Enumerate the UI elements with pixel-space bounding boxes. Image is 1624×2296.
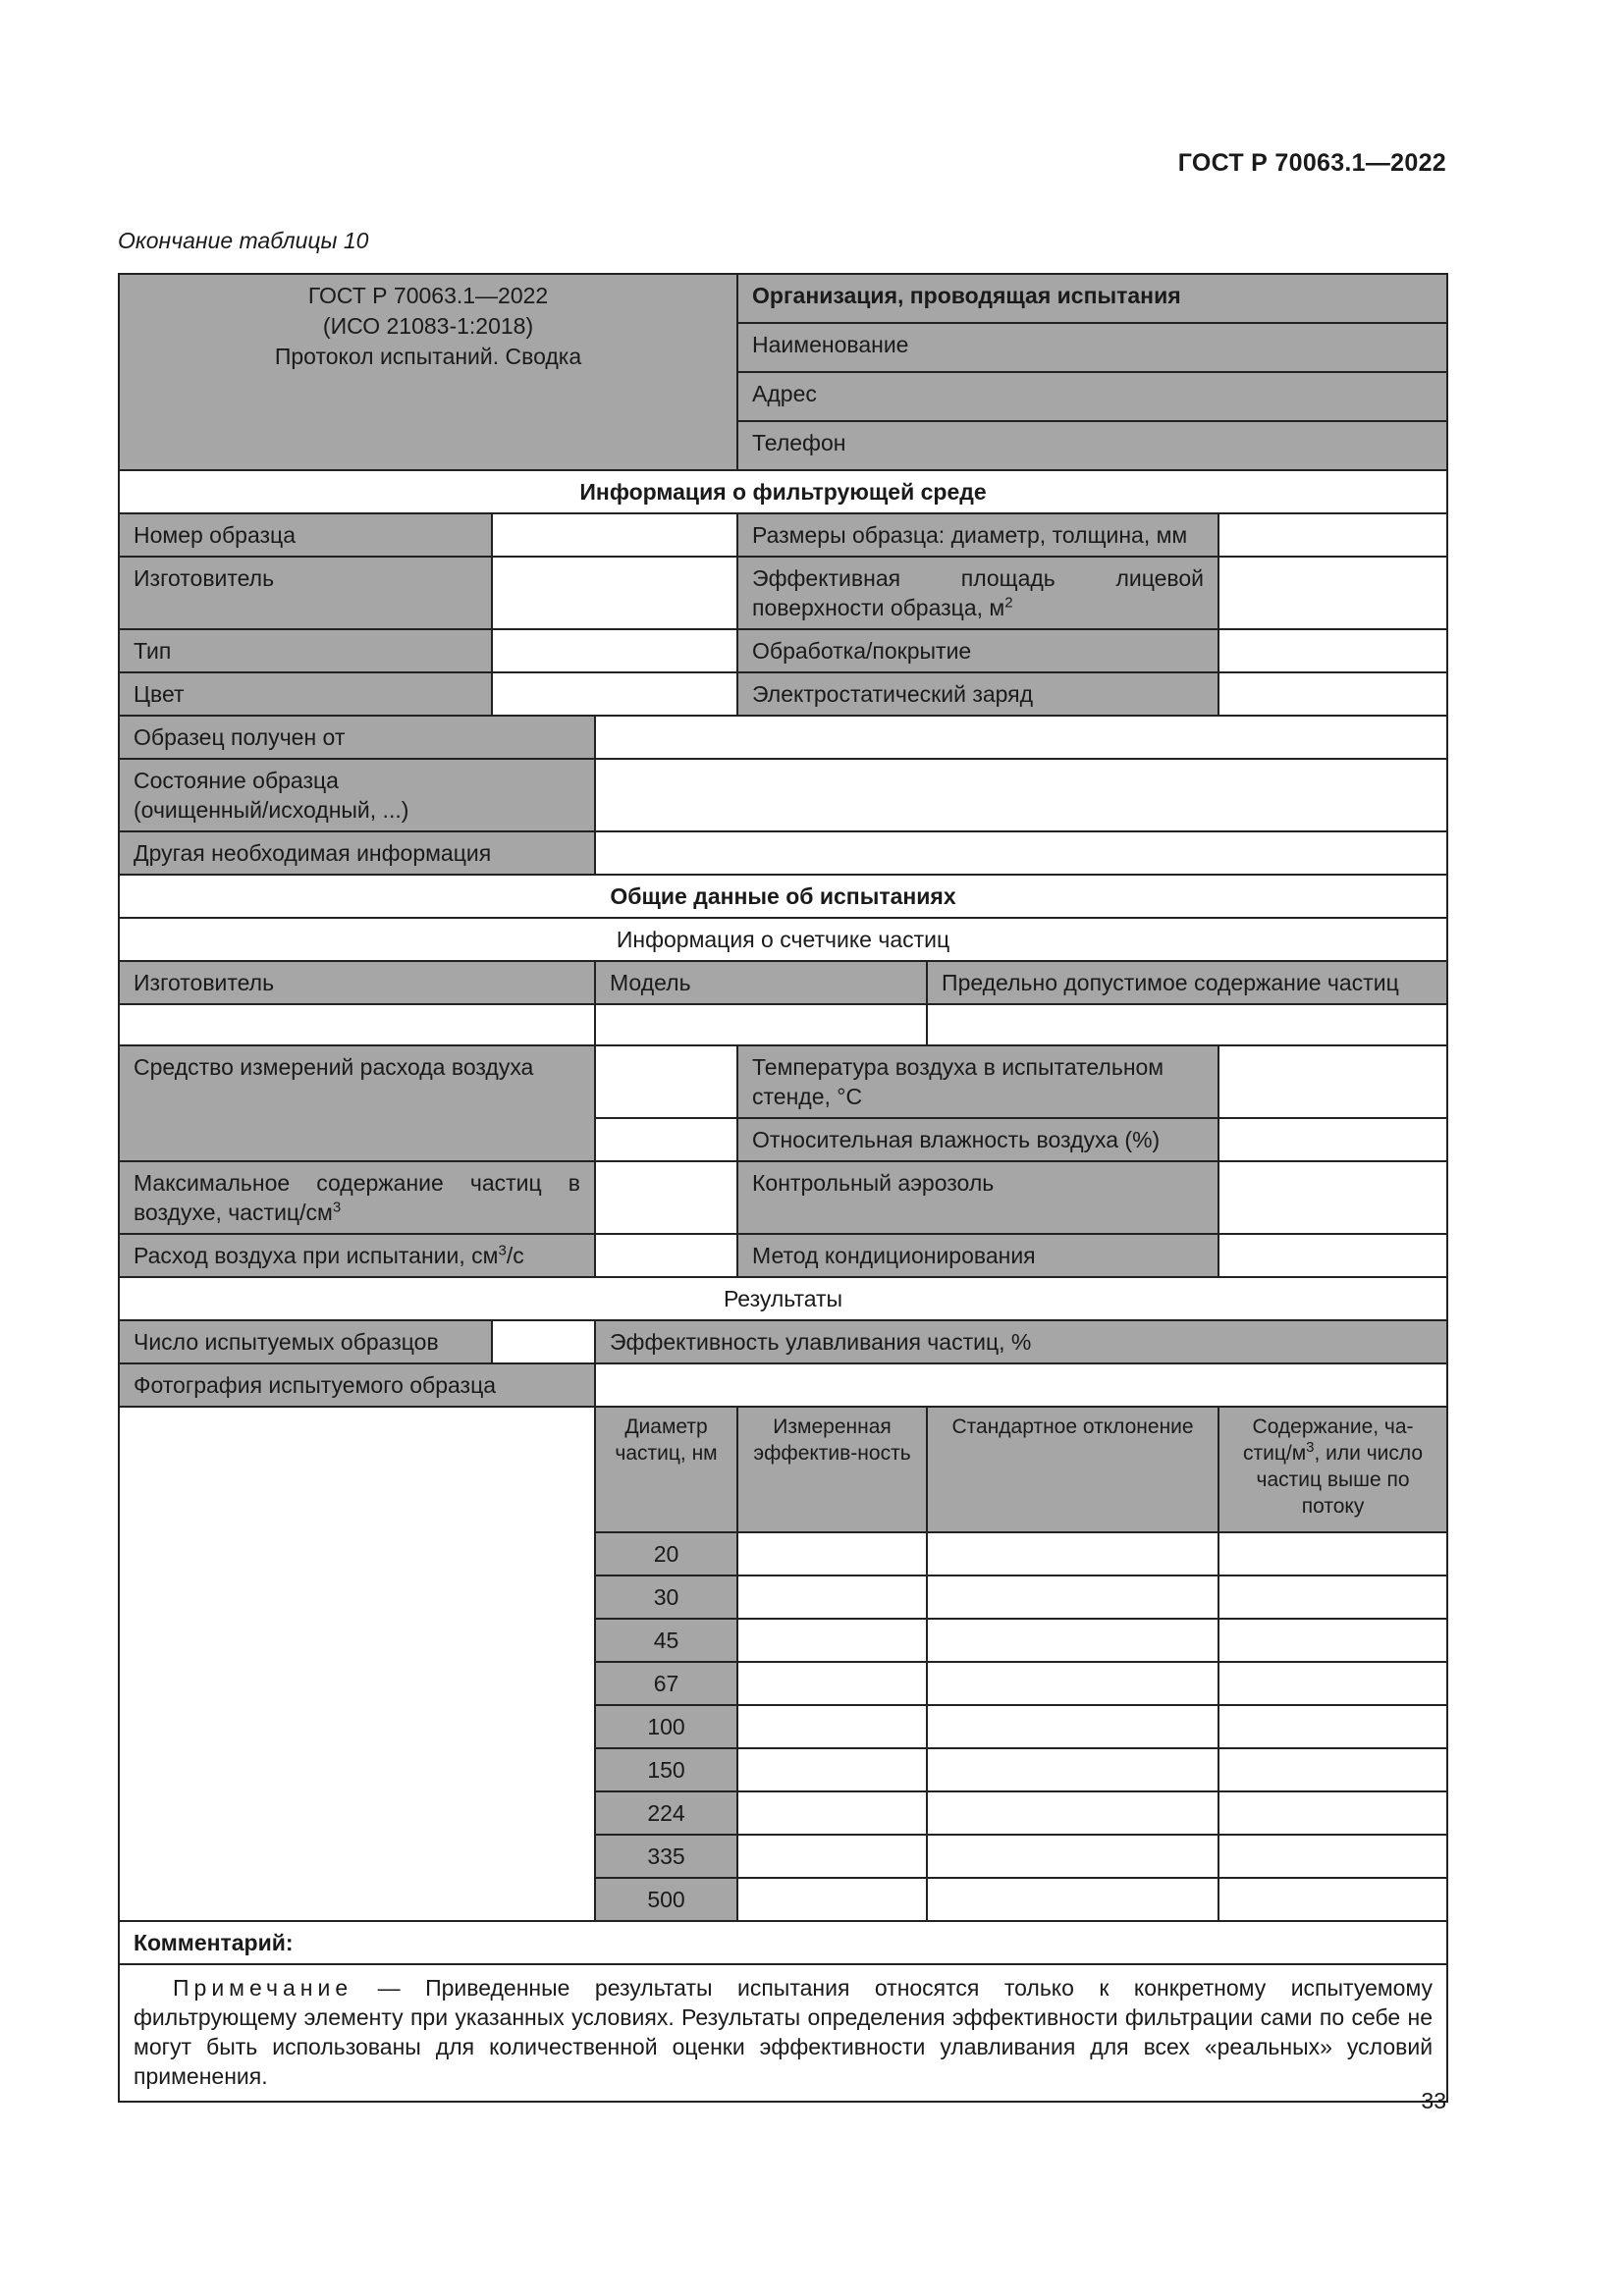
received-from-value[interactable] <box>595 716 1447 759</box>
measured-efficiency-cell[interactable] <box>737 1748 927 1791</box>
samples-count-label: Число испытуемых образцов <box>119 1320 492 1363</box>
humidity-label: Относительная влажность воздуха (%) <box>737 1118 1218 1161</box>
effective-area-value[interactable] <box>1218 557 1447 629</box>
col-content-header: Содержание, $ча-стиц/м^3$, или число частиц выше по потоку <box>1218 1407 1447 1532</box>
received-from-label: Образец получен от <box>119 716 595 759</box>
photo-value[interactable] <box>595 1363 1447 1407</box>
charge-label: Электростатический заряд <box>737 672 1218 716</box>
measured-efficiency-cell[interactable] <box>737 1532 927 1575</box>
color-value[interactable] <box>492 672 737 716</box>
conditioning-label: Метод кондиционирования <box>737 1234 1218 1277</box>
content-cell[interactable] <box>1218 1662 1447 1705</box>
treatment-label: Обработка/покрытие <box>737 629 1218 672</box>
content-cell[interactable] <box>1218 1532 1447 1575</box>
photo-area[interactable] <box>119 1407 595 1921</box>
stddev-cell[interactable] <box>927 1575 1218 1619</box>
table-caption: Окончание таблицы 10 <box>118 228 369 253</box>
air-temp-value[interactable] <box>1218 1045 1447 1118</box>
sample-number-value[interactable] <box>492 513 737 557</box>
diameter-cell: 67 <box>595 1662 737 1705</box>
measured-efficiency-cell[interactable] <box>737 1705 927 1748</box>
content-cell[interactable] <box>1218 1878 1447 1921</box>
stddev-cell[interactable] <box>927 1705 1218 1748</box>
diameter-cell: 45 <box>595 1619 737 1662</box>
media-section-heading: Информация о фильтрующей среде <box>119 470 1447 513</box>
stddev-cell[interactable] <box>927 1662 1218 1705</box>
conditioning-value[interactable] <box>1218 1234 1447 1277</box>
aerosol-label: Контрольный аэрозоль <box>737 1161 1218 1234</box>
content-cell[interactable] <box>1218 1791 1447 1835</box>
diameter-cell: 224 <box>595 1791 737 1835</box>
diameter-cell: 100 <box>595 1705 737 1748</box>
results-section-heading: Результаты <box>119 1277 1447 1320</box>
note-label: Примечание <box>173 1975 353 2001</box>
content-cell[interactable] <box>1218 1835 1447 1878</box>
report-title-name: Протокол испытаний. Сводка <box>274 344 582 369</box>
col-stddev-header: Стандартное отклонение <box>927 1407 1218 1532</box>
aerosol-value[interactable] <box>1218 1161 1447 1234</box>
treatment-value[interactable] <box>1218 629 1447 672</box>
airflow-device-value-2[interactable] <box>595 1118 737 1161</box>
sample-size-value[interactable] <box>1218 513 1447 557</box>
test-flow-value[interactable] <box>595 1234 737 1277</box>
org-phone-field[interactable]: Телефон <box>737 421 1447 470</box>
note-text: — Приведенные результаты испытания относятся только к конкретному испытуемому фильтрующему элементу при указанных условиях. Результаты определения эффективности фильтрации сами по себе не могут быть использованы для количественной оценки эффективности улавливания для всех «реальных» условий применения. <box>134 1975 1434 2089</box>
color-label: Цвет <box>119 672 492 716</box>
measured-efficiency-cell[interactable] <box>737 1835 927 1878</box>
col-measured-header: Измеренная эффектив-ность <box>737 1407 927 1532</box>
org-heading: Организация, проводящая испытания <box>737 274 1447 323</box>
efficiency-label: Эффективность улавливания частиц, % <box>595 1320 1447 1363</box>
stddev-cell[interactable] <box>927 1532 1218 1575</box>
sample-condition-value[interactable] <box>595 759 1447 831</box>
max-particles-value[interactable] <box>595 1161 737 1234</box>
note-block <box>119 1964 1447 2102</box>
stddev-cell[interactable] <box>927 1878 1218 1921</box>
measured-efficiency-cell[interactable] <box>737 1791 927 1835</box>
stddev-cell[interactable] <box>927 1835 1218 1878</box>
charge-value[interactable] <box>1218 672 1447 716</box>
content-cell[interactable] <box>1218 1748 1447 1791</box>
sample-number-label: Номер образца <box>119 513 492 557</box>
counter-limit-value[interactable] <box>927 1004 1447 1045</box>
org-name-field[interactable]: Наименование <box>737 323 1447 372</box>
other-info-label: Другая необходимая информация <box>119 831 595 875</box>
counter-limit-label: Предельно допустимое содержание частиц <box>927 961 1447 1004</box>
counter-manufacturer-value[interactable] <box>119 1004 595 1045</box>
content-cell[interactable] <box>1218 1575 1447 1619</box>
manufacturer-value[interactable] <box>492 557 737 629</box>
report-title-iso: (ИСО 21083-1:2018) <box>322 313 534 339</box>
standard-code-header: ГОСТ Р 70063.1—2022 <box>1177 149 1446 177</box>
air-temp-label: Температура воздуха в испытательном стенде, °С <box>737 1045 1218 1118</box>
sample-size-label: Размеры образца: диаметр, толщина, мм <box>737 513 1218 557</box>
airflow-device-value[interactable] <box>595 1045 737 1118</box>
diameter-cell: 30 <box>595 1575 737 1619</box>
org-address-field[interactable]: Адрес <box>737 372 1447 421</box>
other-info-value[interactable] <box>595 831 1447 875</box>
measured-efficiency-cell[interactable] <box>737 1878 927 1921</box>
report-title-block <box>119 274 737 470</box>
diameter-cell: 150 <box>595 1748 737 1791</box>
stddev-cell[interactable] <box>927 1791 1218 1835</box>
counter-model-value[interactable] <box>595 1004 927 1045</box>
measured-efficiency-cell[interactable] <box>737 1662 927 1705</box>
test-report-table <box>118 273 1448 2103</box>
comment-label: Комментарий: <box>119 1921 1447 1964</box>
airflow-device-label: Средство измерений расхода воздуха <box>119 1045 595 1161</box>
photo-label: Фотография испытуемого образца <box>119 1363 595 1407</box>
type-label: Тип <box>119 629 492 672</box>
report-title-standard: ГОСТ Р 70063.1—2022 <box>307 283 549 308</box>
samples-count-value[interactable] <box>492 1320 595 1363</box>
diameter-cell: 335 <box>595 1835 737 1878</box>
diameter-cell: 500 <box>595 1878 737 1921</box>
stddev-cell[interactable] <box>927 1748 1218 1791</box>
measured-efficiency-cell[interactable] <box>737 1575 927 1619</box>
measured-efficiency-cell[interactable] <box>737 1619 927 1662</box>
counter-manufacturer-label: Изготовитель <box>119 961 595 1004</box>
counter-model-label: Модель <box>595 961 927 1004</box>
effective-area-label: Эффективная площадь лицевой поверхности образца, $м^2$ <box>737 557 1218 629</box>
content-cell[interactable] <box>1218 1619 1447 1662</box>
sample-condition-label: Состояние образца (очищенный/исходный, ...) <box>119 759 595 831</box>
test-flow-label: Расход воздуха при испытании, $см^3/с$ <box>119 1234 595 1277</box>
stddev-cell[interactable] <box>927 1619 1218 1662</box>
manufacturer-label: Изготовитель <box>119 557 492 629</box>
type-value[interactable] <box>492 629 737 672</box>
col-diameter-header: Диаметр частиц, нм <box>595 1407 737 1532</box>
content-cell[interactable] <box>1218 1705 1447 1748</box>
counter-info-heading: Информация о счетчике частиц <box>119 918 1447 961</box>
page-number: 33 <box>1421 2088 1446 2113</box>
diameter-cell: 20 <box>595 1532 737 1575</box>
humidity-value[interactable] <box>1218 1118 1447 1161</box>
general-section-heading: Общие данные об испытаниях <box>119 875 1447 918</box>
max-particles-label: Максимальное содержание частиц в воздухе, частиц/$см^3$ <box>119 1161 595 1234</box>
